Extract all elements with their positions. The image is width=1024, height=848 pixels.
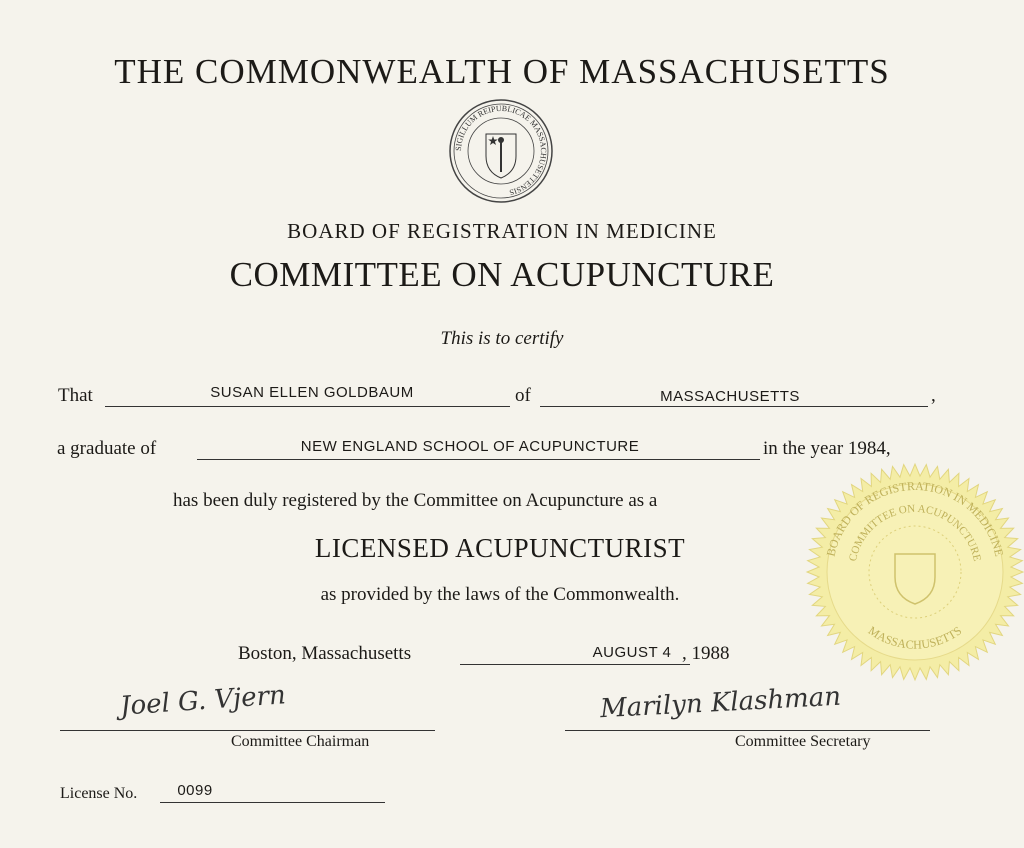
chairman-label: Committee Chairman: [231, 733, 370, 750]
that-label: That: [58, 385, 93, 406]
registered-text: has been duly registered by the Committee on Acupuncture as a: [173, 490, 658, 511]
name-underline: [105, 406, 510, 407]
certificate-title: THE COMMONWEALTH OF MASSACHUSETTS: [114, 52, 890, 91]
secretary-line: [565, 730, 930, 731]
chairman-signature: Joel G. Vjern: [119, 680, 287, 722]
license-label: License No.: [60, 785, 138, 802]
school-name: NEW ENGLAND SCHOOL OF ACUPUNCTURE: [300, 438, 640, 455]
gold-seal-outer-text: BOARD OF REGISTRATION IN MEDICINE: [823, 478, 1007, 558]
license-underline: [160, 802, 385, 803]
license-title: LICENSED ACUPUNCTURIST: [314, 533, 686, 563]
seal-star-icon: [488, 136, 498, 145]
gold-seal-inner-text: COMMITTEE ON ACUPUNCTURE: [846, 502, 983, 563]
secretary-label: Committee Secretary: [735, 733, 871, 750]
board-name: BOARD OF REGISTRATION IN MEDICINE: [287, 219, 717, 243]
place-label: Boston, Massachusetts: [238, 643, 412, 664]
gold-seal-bottom-text: MASSACHUSETTS: [865, 623, 965, 652]
state-seal-icon: [448, 98, 554, 204]
seal-text: SIGILLUM REIPUBLICAE MASSACHUSETTENSIS: [453, 103, 549, 198]
license-number: 0099: [177, 782, 213, 799]
state-underline: [540, 406, 928, 407]
school-underline: [197, 459, 760, 460]
certify-text: This is to certify: [440, 328, 564, 349]
secretary-signature: Marilyn Klashman: [599, 681, 842, 725]
recipient-name: SUSAN ELLEN GOLDBAUM: [210, 384, 414, 401]
comma: ,: [931, 385, 936, 406]
gold-seal-icon: [805, 462, 1024, 682]
provided-text: as provided by the laws of the Commonwealth.: [320, 584, 680, 605]
recipient-state: MASSACHUSETTS: [660, 388, 800, 405]
year-label: in the year 1984,: [763, 438, 891, 459]
date-underline: [460, 664, 690, 665]
of-label: of: [515, 385, 531, 406]
chairman-line: [60, 730, 435, 731]
graduate-label: a graduate of: [57, 438, 157, 459]
issue-date: AUGUST 4: [592, 644, 672, 661]
issue-year: , 1988: [682, 643, 730, 664]
committee-name: COMMITTEE ON ACUPUNCTURE: [229, 255, 775, 294]
